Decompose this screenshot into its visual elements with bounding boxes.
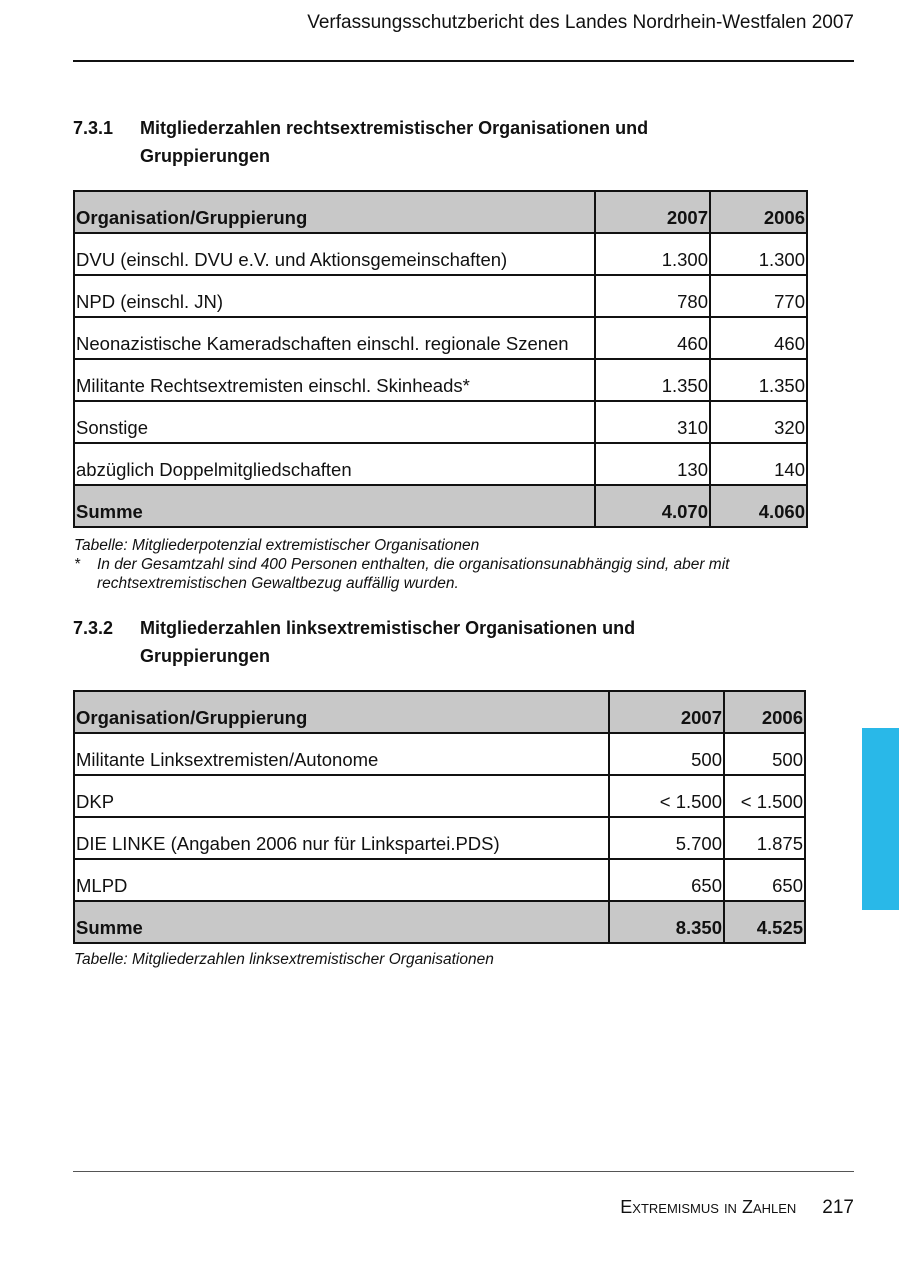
section-heading-1 <box>73 114 740 170</box>
cell-label: Organisation/Gruppierung <box>74 691 609 733</box>
table-left-extremist <box>73 690 806 944</box>
section-title: Mitgliederzahlen rechtsextremistischer Organisationen und Gruppierungen <box>140 118 649 166</box>
cell-value: 2007 <box>595 191 710 233</box>
cell-label: abzüglich Doppelmitgliedschaften <box>74 443 595 485</box>
table-row <box>74 733 805 775</box>
table-row <box>74 359 807 401</box>
table-total-row <box>74 901 805 943</box>
cell-value: 140 <box>710 443 807 485</box>
cell-label: Sonstige <box>74 401 595 443</box>
running-footer <box>620 1197 854 1219</box>
page-number: 217 <box>822 1197 854 1218</box>
table-row <box>74 317 807 359</box>
table-header-row <box>74 691 805 733</box>
cell-value: 460 <box>595 317 710 359</box>
cell-value: 1.300 <box>710 233 807 275</box>
cell-value: 130 <box>595 443 710 485</box>
section-title: Mitgliederzahlen linksextremistischer Organisationen und Gruppierungen <box>140 618 636 666</box>
cell-label: NPD (einschl. JN) <box>74 275 595 317</box>
cell-label: Summe <box>74 901 609 943</box>
section-number: 7.3.2 <box>73 618 114 638</box>
cell-label: MLPD <box>74 859 609 901</box>
cell-value: 1.350 <box>710 359 807 401</box>
table-row <box>74 817 805 859</box>
cell-value: 5.700 <box>609 817 724 859</box>
cell-value: < 1.500 <box>609 775 724 817</box>
cell-label: DKP <box>74 775 609 817</box>
cell-label: DVU (einschl. DVU e.V. und Aktionsgemeinschaften) <box>74 233 595 275</box>
table-total-row <box>74 485 807 527</box>
table-row <box>74 859 805 901</box>
cell-value: 780 <box>595 275 710 317</box>
cell-value: 770 <box>710 275 807 317</box>
section-number: 7.3.1 <box>73 118 114 138</box>
cell-value: 4.525 <box>724 901 805 943</box>
table-caption: Tabelle: Mitgliederpotenzial extremistischer Organisationen <box>74 537 480 554</box>
table-caption: Tabelle: Mitgliederzahlen linksextremistischer Organisationen <box>74 951 494 968</box>
cell-value: 500 <box>724 733 805 775</box>
chapter-tab-marker <box>862 728 899 910</box>
cell-label: DIE LINKE (Angaben 2006 nur für Linkspartei.PDS) <box>74 817 609 859</box>
cell-value: 2006 <box>724 691 805 733</box>
cell-value: 1.350 <box>595 359 710 401</box>
table-row <box>74 443 807 485</box>
cell-value: 460 <box>710 317 807 359</box>
table-row <box>74 775 805 817</box>
table-right-extremist <box>73 190 808 528</box>
cell-label: Militante Rechtsextremisten einschl. Skinheads* <box>74 359 595 401</box>
header-rule <box>73 60 854 62</box>
cell-value: 320 <box>710 401 807 443</box>
cell-value: 650 <box>609 859 724 901</box>
section-heading-2 <box>73 614 740 670</box>
cell-value: 1.875 <box>724 817 805 859</box>
footnote: * In der Gesamtzahl sind 400 Personen enthalten, die organisationsunabhängig sind, aber mit rechtsextremistischen Gewaltbezug auffällig wurden. <box>74 556 730 592</box>
cell-value: 1.300 <box>595 233 710 275</box>
cell-label: Summe <box>74 485 595 527</box>
table-row <box>74 275 807 317</box>
cell-value: 2006 <box>710 191 807 233</box>
cell-value: 310 <box>595 401 710 443</box>
footer-rule <box>73 1171 854 1172</box>
table-row <box>74 233 807 275</box>
chapter-name: Extremismus in Zahlen <box>620 1197 797 1217</box>
cell-value: 8.350 <box>609 901 724 943</box>
cell-value: 4.070 <box>595 485 710 527</box>
cell-label: Militante Linksextremisten/Autonome <box>74 733 609 775</box>
cell-label: Organisation/Gruppierung <box>74 191 595 233</box>
table-header-row <box>74 191 807 233</box>
cell-value: 500 <box>609 733 724 775</box>
cell-value: 650 <box>724 859 805 901</box>
running-header: Verfassungsschutzbericht des Landes Nordrhein-Westfalen 2007 <box>307 12 854 33</box>
cell-value: 2007 <box>609 691 724 733</box>
table-row <box>74 401 807 443</box>
cell-label: Neonazistische Kameradschaften einschl. regionale Szenen <box>74 317 595 359</box>
cell-value: < 1.500 <box>724 775 805 817</box>
cell-value: 4.060 <box>710 485 807 527</box>
